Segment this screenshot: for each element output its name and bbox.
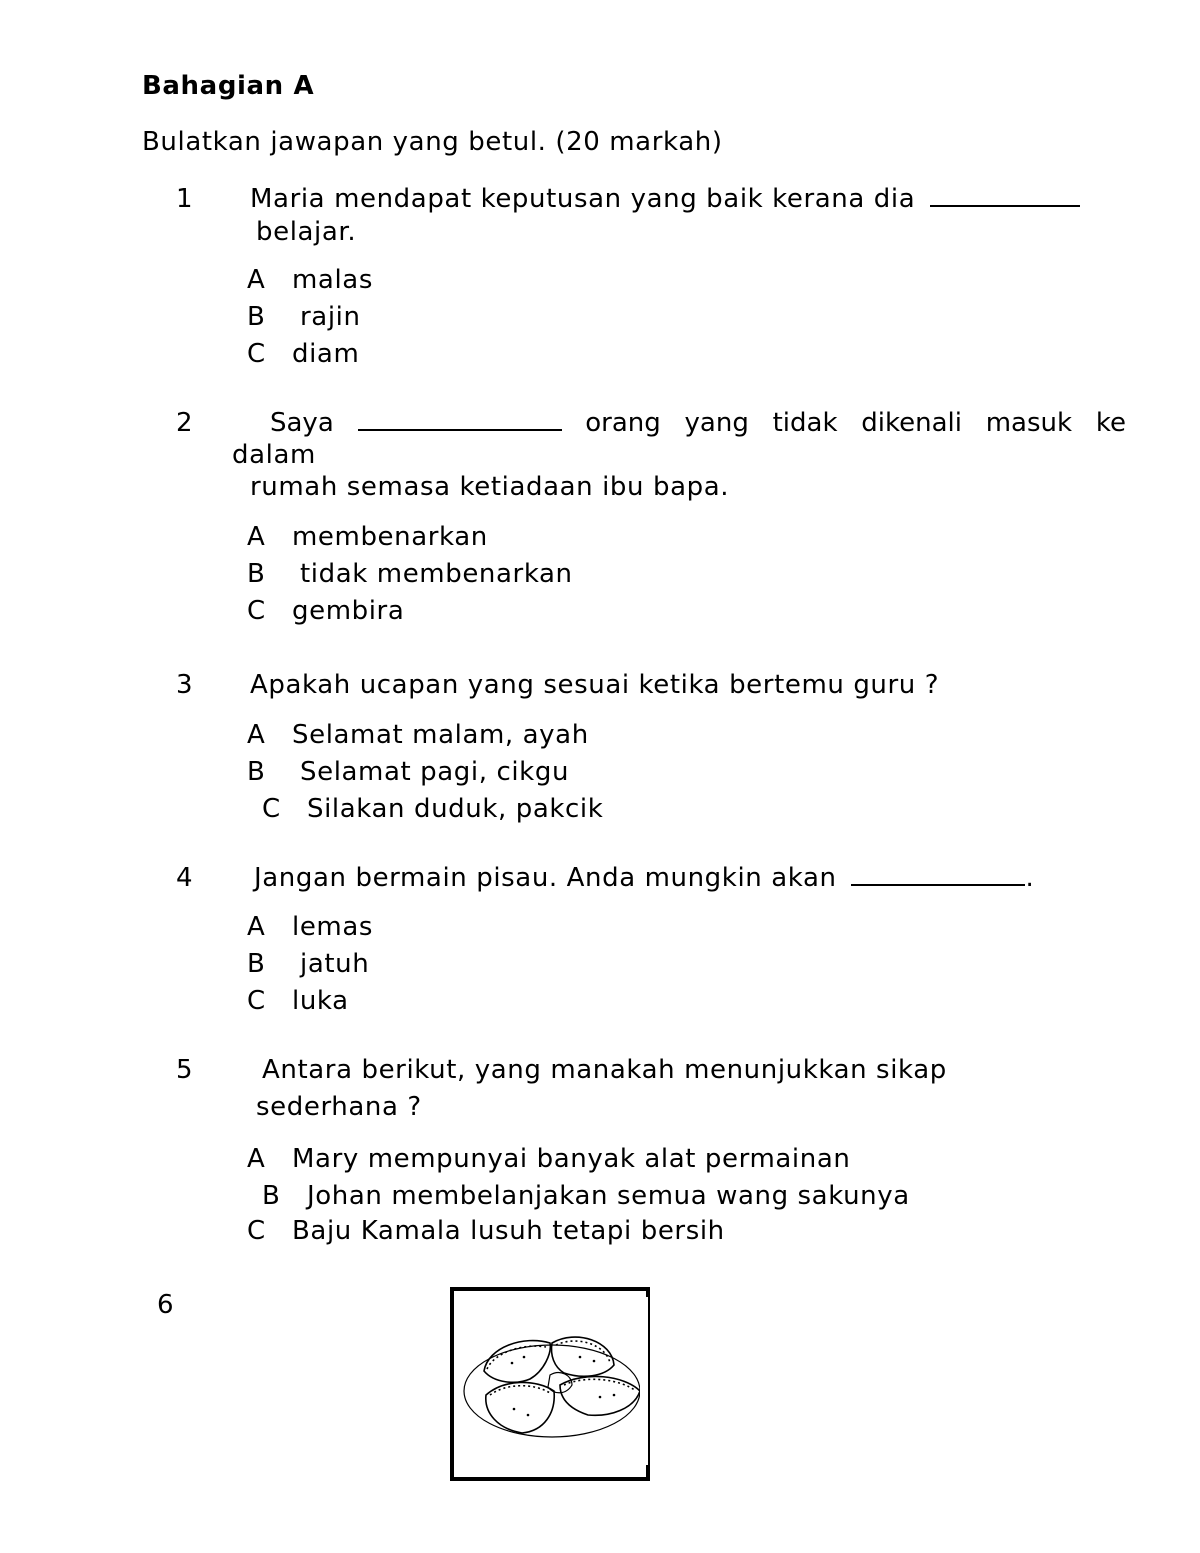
- question-4-line1: Jangan bermain pisau. Anda mungkin akan: [254, 863, 837, 893]
- option-3b-text[interactable]: Selamat pagi, cikgu: [300, 757, 570, 787]
- option-2a-letter[interactable]: A: [247, 522, 266, 552]
- question-1-number: 1: [176, 184, 194, 214]
- question-1-line1: Maria mendapat keputusan yang baik kerana dia: [250, 184, 916, 214]
- option-3b-letter[interactable]: B: [247, 757, 266, 787]
- question-2-line1: [232, 407, 1126, 439]
- option-5c-text[interactable]: Baju Kamala lusuh tetapi bersih: [292, 1216, 725, 1246]
- question-3-number: 3: [176, 670, 194, 700]
- question-1-line2: belajar.: [256, 217, 357, 247]
- option-1a-letter[interactable]: A: [247, 265, 266, 295]
- instruction-text: Bulatkan jawapan yang betul. (20 markah): [142, 127, 723, 157]
- option-2c-letter[interactable]: C: [247, 596, 266, 626]
- option-4c-letter[interactable]: C: [247, 986, 266, 1016]
- question-2-word: orang: [585, 408, 661, 438]
- question-2-word: masuk: [985, 408, 1073, 438]
- option-2b-letter[interactable]: B: [247, 559, 266, 589]
- question-2-word: dikenali: [861, 408, 962, 438]
- question-2-number: 2: [176, 408, 194, 438]
- option-4a-letter[interactable]: A: [247, 912, 266, 942]
- option-1c-letter[interactable]: C: [247, 339, 266, 369]
- option-1b-text[interactable]: rajin: [300, 302, 361, 332]
- option-5c-letter[interactable]: C: [247, 1216, 266, 1246]
- option-4b-letter[interactable]: B: [247, 949, 266, 979]
- answer-blank: [930, 183, 1080, 207]
- option-5a-text[interactable]: Mary mempunyai banyak alat permainan: [292, 1144, 851, 1174]
- option-4b-text[interactable]: jatuh: [300, 949, 370, 979]
- option-3c-letter[interactable]: C: [262, 794, 281, 824]
- question-2-word: Saya: [270, 408, 334, 438]
- option-2c-text[interactable]: gembira: [292, 596, 405, 626]
- option-5a-letter[interactable]: A: [247, 1144, 266, 1174]
- question-2-line2: dalam: [232, 440, 316, 470]
- question-5-number: 5: [176, 1055, 194, 1085]
- option-1a-text[interactable]: malas: [292, 265, 373, 295]
- option-5b-letter[interactable]: B: [262, 1181, 281, 1211]
- question-2-word: ke: [1095, 408, 1126, 438]
- question-2-word: yang: [684, 408, 749, 438]
- question-4-text: [254, 862, 1034, 894]
- curry-puff-plate-icon: [454, 1291, 646, 1477]
- option-4a-text[interactable]: lemas: [292, 912, 374, 942]
- question-4-number: 4: [176, 863, 194, 893]
- question-2-word: tidak: [772, 408, 838, 438]
- answer-blank: [358, 407, 562, 431]
- option-1c-text[interactable]: diam: [292, 339, 360, 369]
- answer-blank: [851, 862, 1025, 886]
- image-frame-gap: [640, 1297, 648, 1465]
- question-6-number: 6: [157, 1290, 175, 1320]
- option-3a-letter[interactable]: A: [247, 720, 266, 750]
- option-5b-text[interactable]: Johan membelanjakan semua wang sakunya: [307, 1181, 910, 1211]
- question-3-line1: Apakah ucapan yang sesuai ketika bertemu guru ?: [250, 670, 940, 700]
- question-1-text: [250, 183, 1080, 215]
- question-2-line3: rumah semasa ketiadaan ibu bapa.: [250, 472, 730, 502]
- option-3a-text[interactable]: Selamat malam, ayah: [292, 720, 589, 750]
- option-4c-text[interactable]: luka: [292, 986, 349, 1016]
- question-6-image-frame: [450, 1287, 650, 1481]
- section-title: Bahagian A: [142, 71, 315, 101]
- question-4-period: .: [1025, 863, 1035, 893]
- option-2b-text[interactable]: tidak membenarkan: [300, 559, 573, 589]
- option-3c-text[interactable]: Silakan duduk, pakcik: [307, 794, 604, 824]
- option-1b-letter[interactable]: B: [247, 302, 266, 332]
- option-2a-text[interactable]: membenarkan: [292, 522, 488, 552]
- question-5-line2: sederhana ?: [256, 1092, 422, 1122]
- question-5-line1: Antara berikut, yang manakah menunjukkan sikap: [262, 1055, 947, 1085]
